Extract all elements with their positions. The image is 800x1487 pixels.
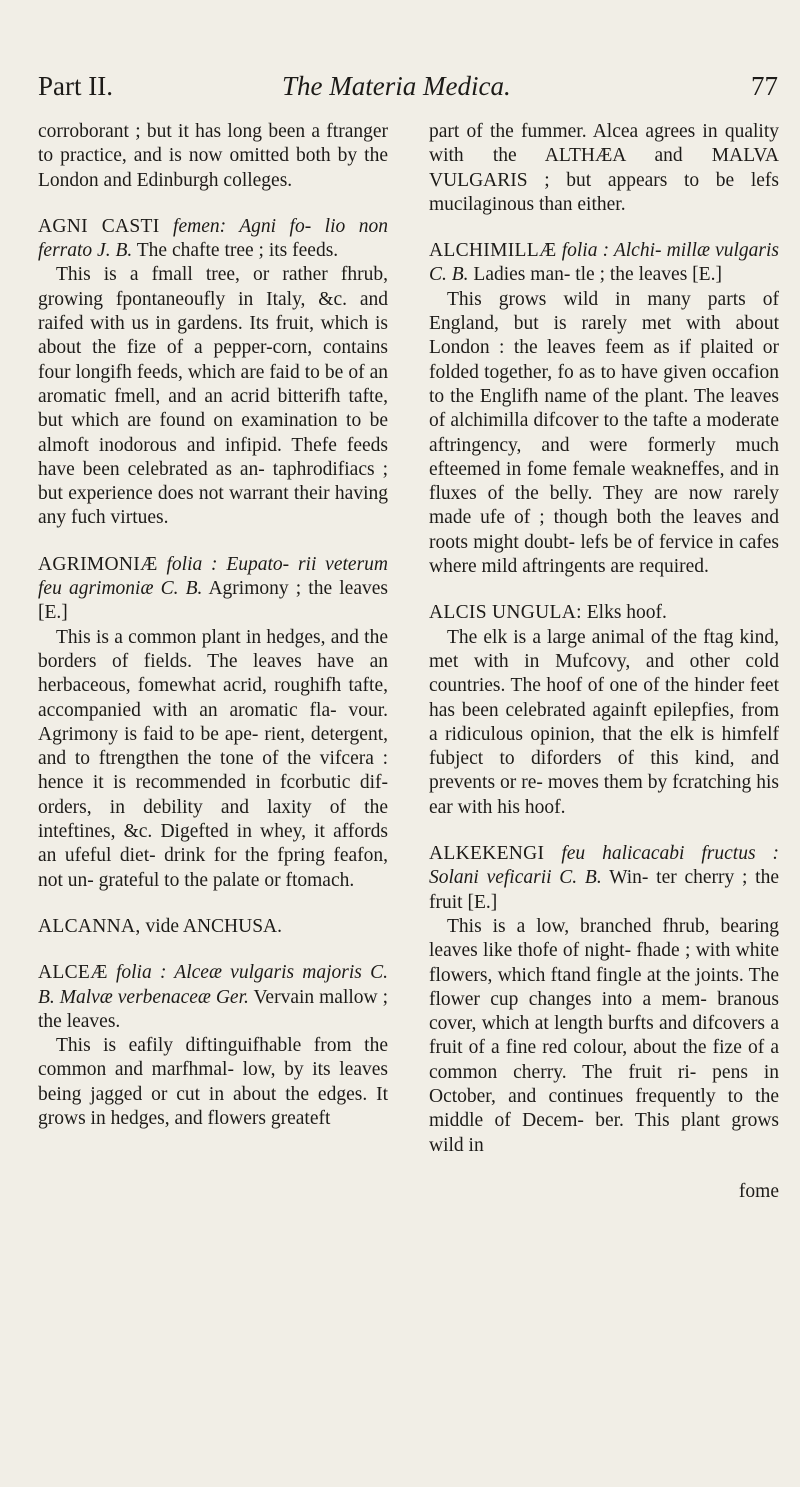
entry-latin: folia : Alceæ vulgaris majoris C. B. Malvæ verbenaceæ Ger. [38,962,388,1008]
entry-alcanna [38,915,388,939]
entry-text: This is a common plant in hedges, and the borders of fields. The leaves have an herbaceous, fomewhat acrid, roughifh tafte, accompanied with an aromatic fla- vour. Agrimony is faid to be ape- rient, detergent, and to ftrengthen the tone of the vifcera : hence it is recommended in fcorbutic dif- orders, in debility and laxity of the inteftines, &c. Digefted in whey, it affords an ufeful diet- drink for the fpring feafon, not un- grateful to the palate or ftomach. [38,626,388,891]
entry-text: This grows wild in many parts of England, but is rarely met with about London : the leaves feem as if plaited or folded together, fo as to have given occafion to the Englifh name of the plant. The leaves of alchimilla difcover to the tafte a moderate aftringency, and were formerly much efteemed in fome female weakneffes, and in fluxes of the belly. They are now rarely made ufe of ; though both the leaves and roots might doubt- lefs be of fervice in cafes where mild aftringents are required. [429,288,779,578]
entry-headword: ALCIS UNGULA: [429,602,582,624]
entry-text: part of the fummer. Alcea agrees in quality with the ALTHÆA and MALVA VULGARIS ; but appears to be lefs mucilaginous than either. [429,121,779,215]
running-title: The Materia Medica. [282,71,511,101]
entry-headword: ALCHIMILLÆ [429,240,557,262]
entry-latin: folia : Eupato- rii veterum feu agrimoniæ C. B. [38,553,388,600]
entry-text: corroborant ; but it has long been a ftranger to practice, and is now omitted both by the London and Edinburgh colleges. [38,121,388,191]
entry-alceae [38,961,388,1131]
page-number: 77 [751,71,778,101]
entry-alcis-ungula [429,601,779,820]
entry-headword: ALCEÆ [38,962,108,984]
entry-text: This is a fmall tree, or rather fhrub, growing fpontaneoufly in Italy, &c. and raifed with us in gardens. Its fruit, which is about the fize of a pepper-corn, contains four longifh feeds, which are faid to be of an aromatic fmell, and an acrid bitterifh tafte, but which are found on examination to be almoft inodorous and infipid. Thefe feeds have been celebrated as an- taphrodifiacs ; but experience does not warrant their having any fuch virtues. [38,264,388,529]
entry-common-name: Ladies man- tle ; the leaves [E.] [473,264,722,286]
entry-text: This is eafily diftinguifhable from the common and marfhmal- low, by its leaves being jagged or cut in about the edges. It grows in hedges, and flowers greateft [38,1035,388,1129]
entry-headword: AGRIMONIÆ [38,553,158,575]
entry-cross-reference: vide ANCHUSA. [145,915,282,937]
entry-alkekengi [429,842,779,1158]
entry-common-name: Vervain mallow ; the leaves. [38,986,388,1032]
entry-latin: folia : Alchi- millæ vulgaris C. B. [429,240,779,286]
entry-common-name: The chafte tree ; its feeds. [136,240,339,262]
running-header [38,66,778,106]
entry-common-name: Agrimony ; the leaves [E.] [38,578,388,624]
entry-latin: femen: Agni fo- lio non ferrato J. B. [38,215,388,262]
entry-common-name: Elks hoof. [586,602,667,624]
entry-common-name: Win- ter cherry ; the fruit [E.] [429,867,779,913]
entry-headword: AGNI CASTI [38,215,160,237]
entry-continuation [38,120,388,193]
entry-alcea-continuation [429,120,779,217]
right-column [429,120,779,1224]
entry-headword: ALKEKENGI [429,843,545,865]
entry-alchimillae [429,239,779,579]
entry-text: The elk is a large animal of the ftag kind, met with in Mufcovy, and other cold countries. The hoof of one of the hinder feet has been celebrated againft epilepfies, from a ridiculous opinion, that the elk is himfelf fubject to diforders of this kind, and prevents or re- moves them by fcratching his ear with his hoof. [429,626,779,818]
catchword: fome [738,1180,779,1202]
part-label: Part II. [38,71,113,101]
entry-headword: ALCANNA, [38,915,141,937]
entry-text: This is a low, branched fhrub, bearing leaves like thofe of night- fhade ; with white flowers, which ftand fingle at the joints. The flower cup changes into a mem- branous cover, which at length burfts and difcovers a fruit of a fine red colour, about the fize of a common cherry. The fruit ri- pens in October, and continues frequently to the middle of Decem- ber. This plant grows wild in [429,915,779,1156]
entry-agni-casti [38,215,388,531]
entry-agrimoniae [38,553,388,893]
entry-latin: feu halicacabi fructus : Solani veficarii C. B. [429,843,779,889]
left-column [38,120,388,1153]
